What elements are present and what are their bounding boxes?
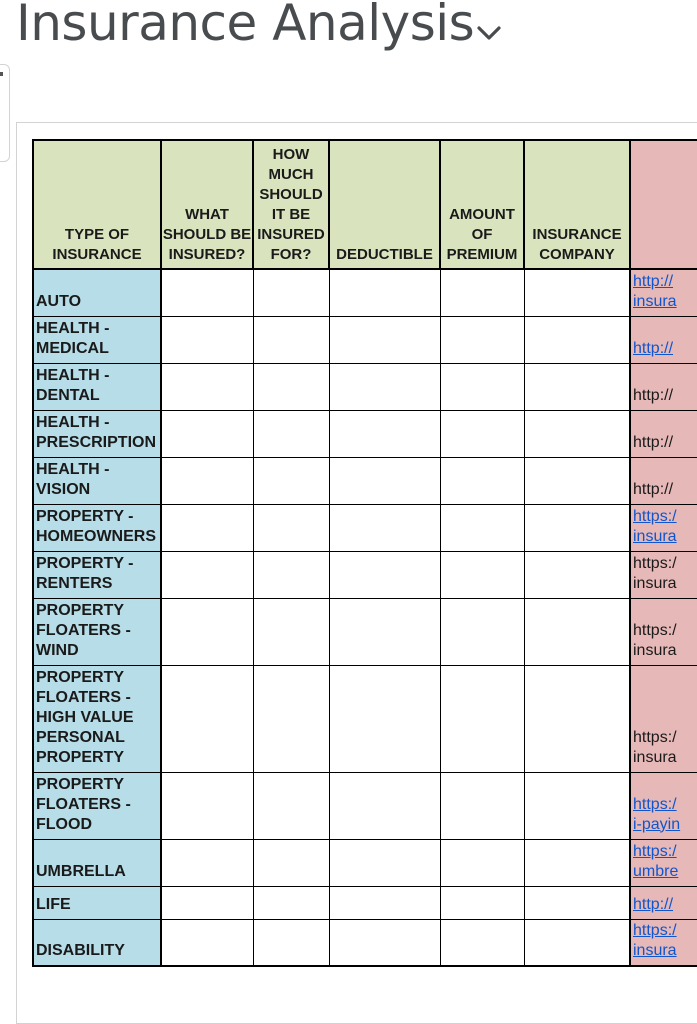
entry-cell[interactable] <box>253 269 329 316</box>
link-cell <box>630 551 697 598</box>
entry-cell[interactable] <box>440 410 524 457</box>
entry-cell[interactable] <box>161 269 253 316</box>
header-how-much-insured: HOW MUCH SHOULD IT BE INSURED FOR? <box>253 140 329 269</box>
insurance-table <box>32 139 697 967</box>
insurance-url-text: insura <box>633 641 677 659</box>
entry-cell[interactable] <box>161 363 253 410</box>
entry-cell[interactable] <box>253 886 329 919</box>
entry-cell[interactable] <box>524 504 630 551</box>
insurance-link[interactable]: umbre <box>633 862 679 880</box>
link-cell <box>630 504 697 551</box>
table-row <box>33 457 697 504</box>
insurance-link[interactable]: insura <box>633 292 677 310</box>
header-deductible: DEDUCTIBLE <box>329 140 440 269</box>
insurance-url-text: https:/ <box>633 621 677 639</box>
entry-cell[interactable] <box>524 410 630 457</box>
link-cell <box>630 839 697 886</box>
insurance-type-cell: HEALTH - PRESCRIPTION <box>33 410 161 457</box>
table-row <box>33 919 697 966</box>
insurance-url-text: http:// <box>633 480 674 498</box>
entry-cell[interactable] <box>329 504 440 551</box>
entry-cell[interactable] <box>329 772 440 839</box>
entry-cell[interactable] <box>253 363 329 410</box>
title-bar <box>0 0 697 70</box>
header-links <box>630 140 697 269</box>
link-cell <box>630 772 697 839</box>
insurance-type-cell: UMBRELLA <box>33 839 161 886</box>
entry-cell[interactable] <box>329 410 440 457</box>
entry-cell[interactable] <box>329 598 440 665</box>
header-type-of-insurance: TYPE OF INSURANCE <box>33 140 161 269</box>
insurance-url-text: http:// <box>633 433 674 451</box>
entry-cell[interactable] <box>329 457 440 504</box>
insurance-link[interactable]: http:// <box>633 272 674 290</box>
entry-cell[interactable] <box>253 772 329 839</box>
table-body <box>33 269 697 966</box>
entry-cell[interactable] <box>161 598 253 665</box>
link-cell <box>630 316 697 363</box>
entry-cell[interactable] <box>440 919 524 966</box>
insurance-link[interactable]: https:/ <box>633 507 677 525</box>
header-what-should-be-insured: WHAT SHOULD BE INSURED? <box>161 140 253 269</box>
insurance-type-cell: DISABILITY <box>33 919 161 966</box>
table-row <box>33 504 697 551</box>
insurance-type-cell: HEALTH - VISION <box>33 457 161 504</box>
entry-cell[interactable] <box>524 551 630 598</box>
insurance-url-text: https:/ <box>633 554 677 572</box>
insurance-link[interactable]: insura <box>633 527 677 545</box>
entry-cell[interactable] <box>161 839 253 886</box>
entry-cell[interactable] <box>524 316 630 363</box>
entry-cell[interactable] <box>161 919 253 966</box>
entry-cell[interactable] <box>161 772 253 839</box>
entry-cell[interactable] <box>253 665 329 772</box>
entry-cell[interactable] <box>440 316 524 363</box>
link-cell <box>630 410 697 457</box>
insurance-type-cell: LIFE <box>33 886 161 919</box>
insurance-link[interactable]: i-payin <box>633 815 681 833</box>
entry-cell[interactable] <box>161 504 253 551</box>
entry-cell[interactable] <box>524 363 630 410</box>
insurance-type-cell: HEALTH - MEDICAL <box>33 316 161 363</box>
entry-cell[interactable] <box>161 410 253 457</box>
entry-cell[interactable] <box>161 457 253 504</box>
entry-cell[interactable] <box>524 886 630 919</box>
link-cell <box>630 457 697 504</box>
entry-cell[interactable] <box>253 551 329 598</box>
link-cell <box>630 665 697 772</box>
entry-cell[interactable] <box>161 551 253 598</box>
entry-cell[interactable] <box>253 504 329 551</box>
insurance-type-cell: PROPERTY FLOATERS - WIND <box>33 598 161 665</box>
table-row <box>33 551 697 598</box>
table-row <box>33 410 697 457</box>
entry-cell[interactable] <box>161 886 253 919</box>
entry-cell[interactable] <box>440 457 524 504</box>
chevron-down-icon[interactable] <box>476 22 502 44</box>
insurance-link[interactable]: insura <box>633 942 677 959</box>
table-row <box>33 665 697 772</box>
table-row <box>33 839 697 886</box>
table-row <box>33 772 697 839</box>
entry-cell[interactable] <box>524 919 630 966</box>
entry-cell[interactable] <box>329 316 440 363</box>
entry-cell[interactable] <box>524 269 630 316</box>
entry-cell[interactable] <box>329 886 440 919</box>
insurance-url-text: insura <box>633 748 677 766</box>
entry-cell[interactable] <box>440 269 524 316</box>
entry-cell[interactable] <box>329 269 440 316</box>
entry-cell[interactable] <box>161 316 253 363</box>
insurance-link[interactable]: http:// <box>633 339 674 357</box>
entry-cell[interactable] <box>440 665 524 772</box>
table-row <box>33 269 697 316</box>
entry-cell[interactable] <box>440 839 524 886</box>
entry-cell[interactable] <box>253 316 329 363</box>
entry-cell[interactable] <box>440 772 524 839</box>
insurance-type-cell: PROPERTY FLOATERS - HIGH VALUE PERSONAL PROPERTY <box>33 665 161 772</box>
table-row <box>33 886 697 919</box>
entry-cell[interactable] <box>440 504 524 551</box>
insurance-link[interactable]: https:/ <box>633 842 677 860</box>
header-row <box>33 140 697 269</box>
entry-cell[interactable] <box>253 598 329 665</box>
insurance-type-cell: HEALTH - DENTAL <box>33 363 161 410</box>
insurance-type-cell: PROPERTY - HOMEOWNERS <box>33 504 161 551</box>
document-frame <box>16 122 697 1024</box>
link-cell <box>630 919 697 966</box>
entry-cell[interactable] <box>524 665 630 772</box>
insurance-url-text: http:// <box>633 386 674 404</box>
insurance-url-text: insura <box>633 574 677 592</box>
entry-cell[interactable] <box>253 839 329 886</box>
insurance-link[interactable]: https:/ <box>633 922 677 939</box>
link-cell <box>630 886 697 919</box>
entry-cell[interactable] <box>329 839 440 886</box>
entry-cell[interactable] <box>440 598 524 665</box>
insurance-type-cell: PROPERTY - RENTERS <box>33 551 161 598</box>
insurance-type-cell: AUTO <box>33 269 161 316</box>
link-cell <box>630 363 697 410</box>
entry-cell[interactable] <box>524 457 630 504</box>
entry-cell[interactable] <box>253 410 329 457</box>
header-insurance-company: INSURANCE COMPANY <box>524 140 630 269</box>
insurance-type-cell: PROPERTY FLOATERS - FLOOD <box>33 772 161 839</box>
entry-cell[interactable] <box>253 919 329 966</box>
entry-cell[interactable] <box>329 363 440 410</box>
link-cell <box>630 598 697 665</box>
side-panel-marker <box>0 72 3 76</box>
entry-cell[interactable] <box>161 665 253 772</box>
entry-cell[interactable] <box>329 919 440 966</box>
entry-cell[interactable] <box>329 665 440 772</box>
entry-cell[interactable] <box>440 886 524 919</box>
table-row <box>33 316 697 363</box>
insurance-link[interactable]: http:// <box>633 895 674 913</box>
insurance-link[interactable]: https:/ <box>633 795 677 813</box>
link-cell <box>630 269 697 316</box>
entry-cell[interactable] <box>329 551 440 598</box>
entry-cell[interactable] <box>253 457 329 504</box>
table-row <box>33 363 697 410</box>
table-row <box>33 598 697 665</box>
entry-cell[interactable] <box>524 839 630 886</box>
page-title: Insurance Analysis <box>16 0 475 52</box>
side-panel-handle[interactable] <box>0 64 10 162</box>
entry-cell[interactable] <box>524 598 630 665</box>
entry-cell[interactable] <box>524 772 630 839</box>
header-amount-of-premium: AMOUNT OF PREMIUM <box>440 140 524 269</box>
entry-cell[interactable] <box>440 363 524 410</box>
entry-cell[interactable] <box>440 551 524 598</box>
insurance-url-text: https:/ <box>633 728 677 746</box>
